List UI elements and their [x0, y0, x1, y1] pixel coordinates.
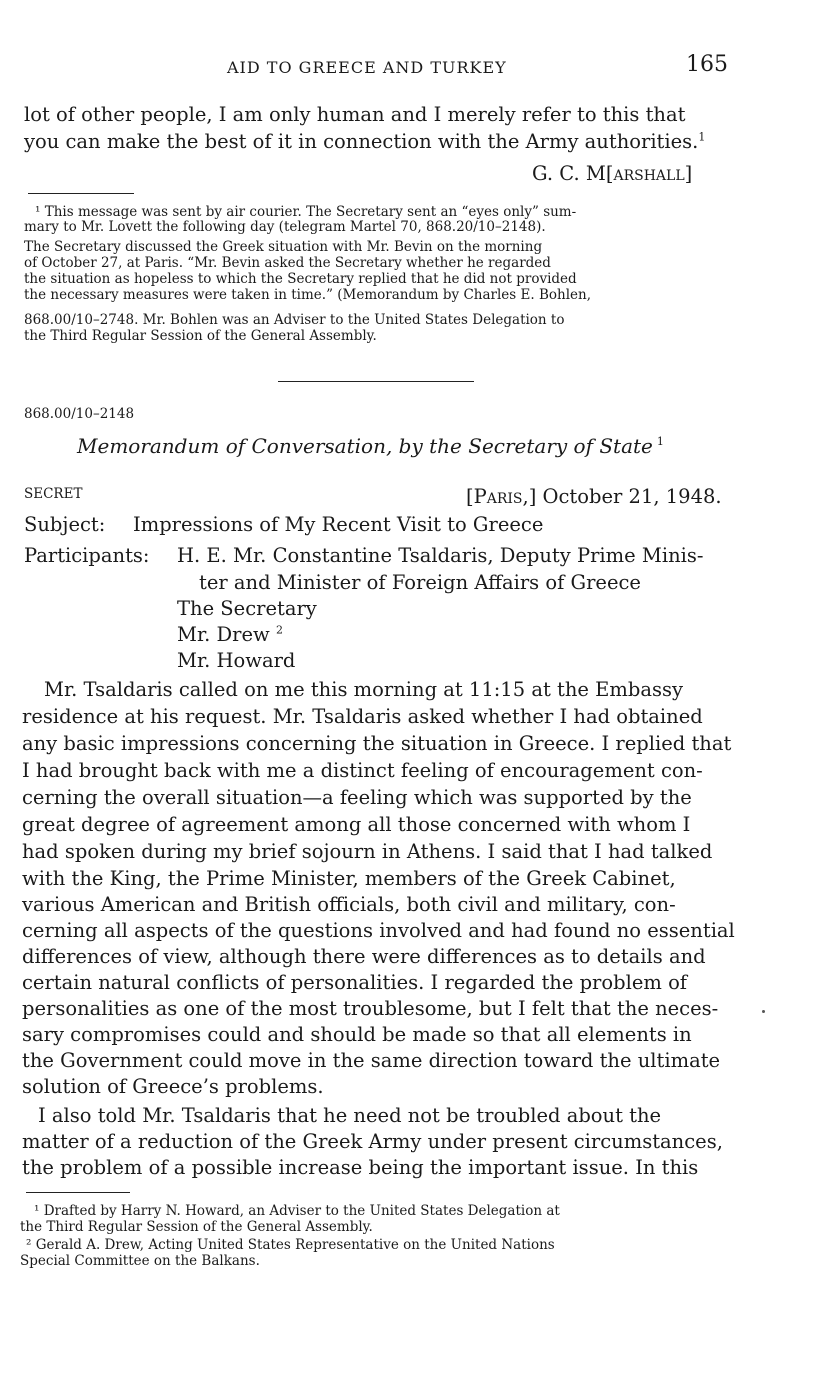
- body-line: the Government could move in the same direction toward the ultimate: [22, 1049, 721, 1072]
- speck: [762, 1010, 765, 1013]
- subject-text: Impressions of My Recent Visit to Greece: [133, 513, 544, 536]
- title-footnote-marker: 1: [656, 435, 664, 449]
- place: [Paris,]: [466, 485, 537, 508]
- footnote-marker: 1: [698, 130, 706, 144]
- body-line: matter of a reduction of the Greek Army under present circumstances,: [22, 1130, 723, 1153]
- footnote-line: Special Committee on the Balkans.: [20, 1253, 260, 1269]
- drew-footnote-marker: 2: [275, 623, 283, 637]
- body-line: certain natural conflicts of personalities. I regarded the problem of: [22, 971, 688, 994]
- body-line: solution of Greece’s problems.: [22, 1075, 324, 1098]
- body-line: had spoken during my brief sojourn in Athens. I said that I had talked: [22, 840, 713, 863]
- place-date: [466, 484, 722, 510]
- body-line: residence at his request. Mr. Tsaldaris asked whether I had obtained: [22, 705, 703, 728]
- body-line: great degree of agreement among all those concerned with whom I: [22, 813, 691, 836]
- prev-letter-line-1: lot of other people, I am only human and I merely refer to this that: [24, 103, 686, 126]
- participants-label: Participants:: [24, 544, 150, 567]
- classification: SECRET: [24, 486, 83, 502]
- footnote-line: ¹ This message was sent by air courier. The Secretary sent an “eyes only” sum-: [35, 204, 577, 220]
- body-line: I also told Mr. Tsaldaris that he need not be troubled about the: [38, 1104, 662, 1127]
- footnote-line: of October 27, at Paris. “Mr. Bevin asked the Secretary whether he regarded: [24, 255, 551, 271]
- signature-bracket: [arshall]: [605, 162, 693, 185]
- section-divider: [278, 381, 474, 382]
- body-line: Mr. Tsaldaris called on me this morning at 11:15 at the Embassy: [44, 678, 683, 701]
- body-line: various American and British officials, both civil and military, con-: [22, 893, 676, 916]
- body-line: the problem of a possible increase being the important issue. In this: [22, 1156, 699, 1179]
- document-title-text: Memorandum of Conversation, by the Secretary of State: [77, 434, 653, 458]
- participant-howard: Mr. Howard: [177, 649, 296, 672]
- footnote-line: the Third Regular Session of the General Assembly.: [20, 1219, 373, 1235]
- body-line: sary compromises could and should be made so that all elements in: [22, 1023, 692, 1046]
- body-line: personalities as one of the most troublesome, but I felt that the neces-: [22, 997, 719, 1020]
- prev-letter-line-2-text: you can make the best of it in connection with the Army authorities.: [24, 130, 699, 153]
- running-title: AID TO GREECE AND TURKEY: [227, 58, 507, 77]
- footnote-line: the situation as hopeless to which the Secretary replied that he did not provided: [24, 271, 577, 287]
- footnote-line: 868.00/10–2748. Mr. Bohlen was an Adviser to the United States Delegation to: [24, 312, 565, 328]
- signature: [532, 161, 692, 187]
- page-number: 165: [686, 52, 728, 77]
- signature-initials: G. C. M: [532, 162, 606, 185]
- body-line: cerning the overall situation—a feeling which was supported by the: [22, 786, 692, 809]
- footnote-line: the necessary measures were taken in time.” (Memorandum by Charles E. Bohlen,: [24, 287, 591, 303]
- date: October 21, 1948.: [542, 485, 722, 508]
- footnote-line: ¹ Drafted by Harry N. Howard, an Adviser to the United States Delegation at: [34, 1203, 560, 1219]
- participant-tsaldaris: H. E. Mr. Constantine Tsaldaris, Deputy Prime Minis-: [177, 544, 704, 567]
- body-line: differences of view, although there were differences as to details and: [22, 945, 706, 968]
- body-line: with the King, the Prime Minister, members of the Greek Cabinet,: [22, 867, 676, 890]
- prev-letter-line-2: [24, 129, 705, 155]
- footnote-line: the Third Regular Session of the General Assembly.: [24, 328, 377, 344]
- footnote-line: ² Gerald A. Drew, Acting United States Representative on the United Nations: [26, 1237, 555, 1253]
- participant-secretary: The Secretary: [177, 597, 317, 620]
- participant-drew: [177, 622, 283, 648]
- file-number: 868.00/10–2148: [24, 406, 135, 422]
- subject-label: Subject:: [24, 513, 106, 536]
- footnote-rule-bottom: [26, 1192, 130, 1193]
- footnote-line: mary to Mr. Lovett the following day (telegram Martel 70, 868.20/10–2148).: [24, 219, 546, 235]
- body-line: any basic impressions concerning the situation in Greece. I replied that: [22, 732, 732, 755]
- body-line: I had brought back with me a distinct feeling of encouragement con-: [22, 759, 703, 782]
- participant-drew-text: Mr. Drew: [177, 623, 270, 646]
- footnote-rule-top: [28, 193, 134, 194]
- footnote-line: The Secretary discussed the Greek situation with Mr. Bevin on the morning: [24, 239, 543, 255]
- document-title: [77, 434, 664, 458]
- participant-tsaldaris-cont: ter and Minister of Foreign Affairs of Greece: [199, 571, 641, 594]
- body-line: cerning all aspects of the questions involved and had found no essential: [22, 919, 735, 942]
